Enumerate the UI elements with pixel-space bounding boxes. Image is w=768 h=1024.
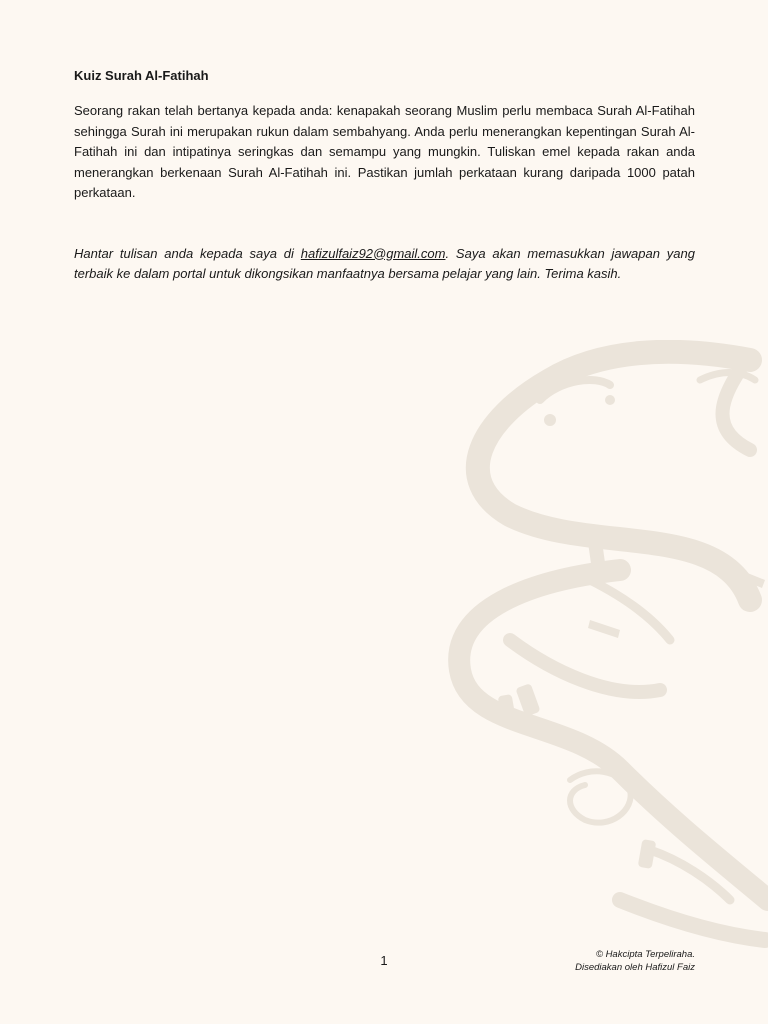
email-link[interactable]: hafizulfaiz92@gmail.com bbox=[300, 245, 446, 261]
footer-credits bbox=[575, 948, 695, 974]
calligraphy-watermark bbox=[420, 340, 768, 960]
submission-note bbox=[74, 244, 695, 285]
submission-note-text-end: . Saya akan memasukkan jawapan yang terbaik ke dalam portal untuk dikongsikan manfaatnya bersama pelajar yang lain. Terima kasih. bbox=[74, 245, 695, 281]
author-credit: Disediakan oleh Hafizul Faiz bbox=[575, 962, 695, 973]
instruction-paragraph: Seorang rakan telah bertanya kepada anda: kenapakah seorang Muslim perlu membaca Surah Al-Fatihah sehingga Surah ini merupakan rukun dalam sembahyang. Anda perlu menerangkan kepentingan Surah Al-Fatihah ini dan intipatinya seringkas dan semampu yang mungkin. Tuliskan emel kepada rakan anda menerangkan berkenaan Surah Al-Fatihah ini. Pastikan jumlah perkataan kurang daripada 1000 patah perkataan. bbox=[74, 103, 695, 200]
document-title: Kuiz Surah Al-Fatihah bbox=[74, 68, 209, 83]
submission-note-text: Hantar tulisan anda kepada saya di bbox=[74, 245, 301, 261]
document-body bbox=[74, 68, 695, 285]
page-number: 1 bbox=[380, 953, 388, 968]
copyright-text: © Hakcipta Terpeliraha. bbox=[595, 949, 695, 960]
